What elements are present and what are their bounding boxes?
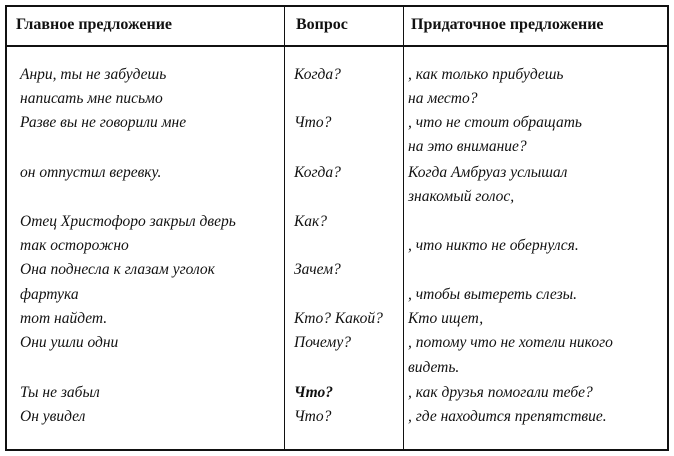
main-clause-cell: Они ушли одни — [20, 334, 119, 351]
subordinate-clause-cell: , как только прибудешь — [408, 66, 564, 83]
main-clause-cell: Она поднесла к глазам уголок — [20, 261, 215, 278]
column-divider — [284, 7, 285, 449]
subordinate-clause-cell: на место? — [408, 90, 478, 107]
header-divider — [7, 45, 667, 47]
question-cell: Что? — [294, 408, 332, 425]
subordinate-clause-cell: на это внимание? — [408, 138, 527, 155]
question-cell: Когда? — [294, 66, 341, 83]
question-cell: Почему? — [294, 334, 351, 351]
subordinate-clause-cell: , потому что не хотели никого — [408, 334, 613, 351]
subordinate-clause-cell: , чтобы вытереть слезы. — [408, 286, 578, 303]
header-main-clause: Главное предложение — [16, 16, 173, 33]
question-cell: Что? — [294, 114, 332, 131]
subordinate-clause-cell: знакомый голос, — [408, 188, 515, 205]
main-clause-cell: написать мне письмо — [20, 90, 163, 107]
question-cell: Как? — [294, 213, 328, 230]
main-clause-cell: Он увидел — [20, 408, 86, 425]
column-divider — [403, 7, 404, 449]
question-cell: Зачем? — [294, 261, 341, 278]
main-clause-cell: фартука — [20, 286, 79, 303]
question-cell: Когда? — [294, 164, 341, 181]
subordinate-clause-cell: , что никто не обернулся. — [408, 237, 579, 254]
main-clause-cell: Разве вы не говорили мне — [20, 114, 187, 131]
subordinate-clause-cell: Когда Амбруаз услышал — [408, 164, 568, 181]
main-clause-cell: Анри, ты не забудешь — [20, 66, 167, 83]
main-clause-cell: тот найдет. — [20, 310, 108, 327]
main-clause-cell: так осторожно — [20, 237, 129, 254]
subordinate-clause-cell: , что не стоит обращать — [408, 114, 582, 131]
main-clause-cell: Ты не забыл — [20, 384, 100, 401]
main-clause-cell: он отпустил веревку. — [20, 164, 162, 181]
header-subordinate-clause: Придаточное предложение — [411, 16, 604, 33]
subordinate-clause-cell: , как друзья помогали тебе? — [408, 384, 593, 401]
question-cell: Что? — [294, 384, 333, 401]
subordinate-clause-cell: видеть. — [408, 359, 460, 376]
header-question: Вопрос — [296, 16, 348, 33]
main-clause-cell: Отец Христофоро закрыл дверь — [20, 213, 236, 230]
subordinate-clause-cell: Кто ищет, — [408, 310, 484, 327]
question-cell: Кто? Какой? — [294, 310, 383, 327]
grammar-table — [5, 5, 669, 451]
subordinate-clause-cell: , где находится препятствие. — [408, 408, 607, 425]
